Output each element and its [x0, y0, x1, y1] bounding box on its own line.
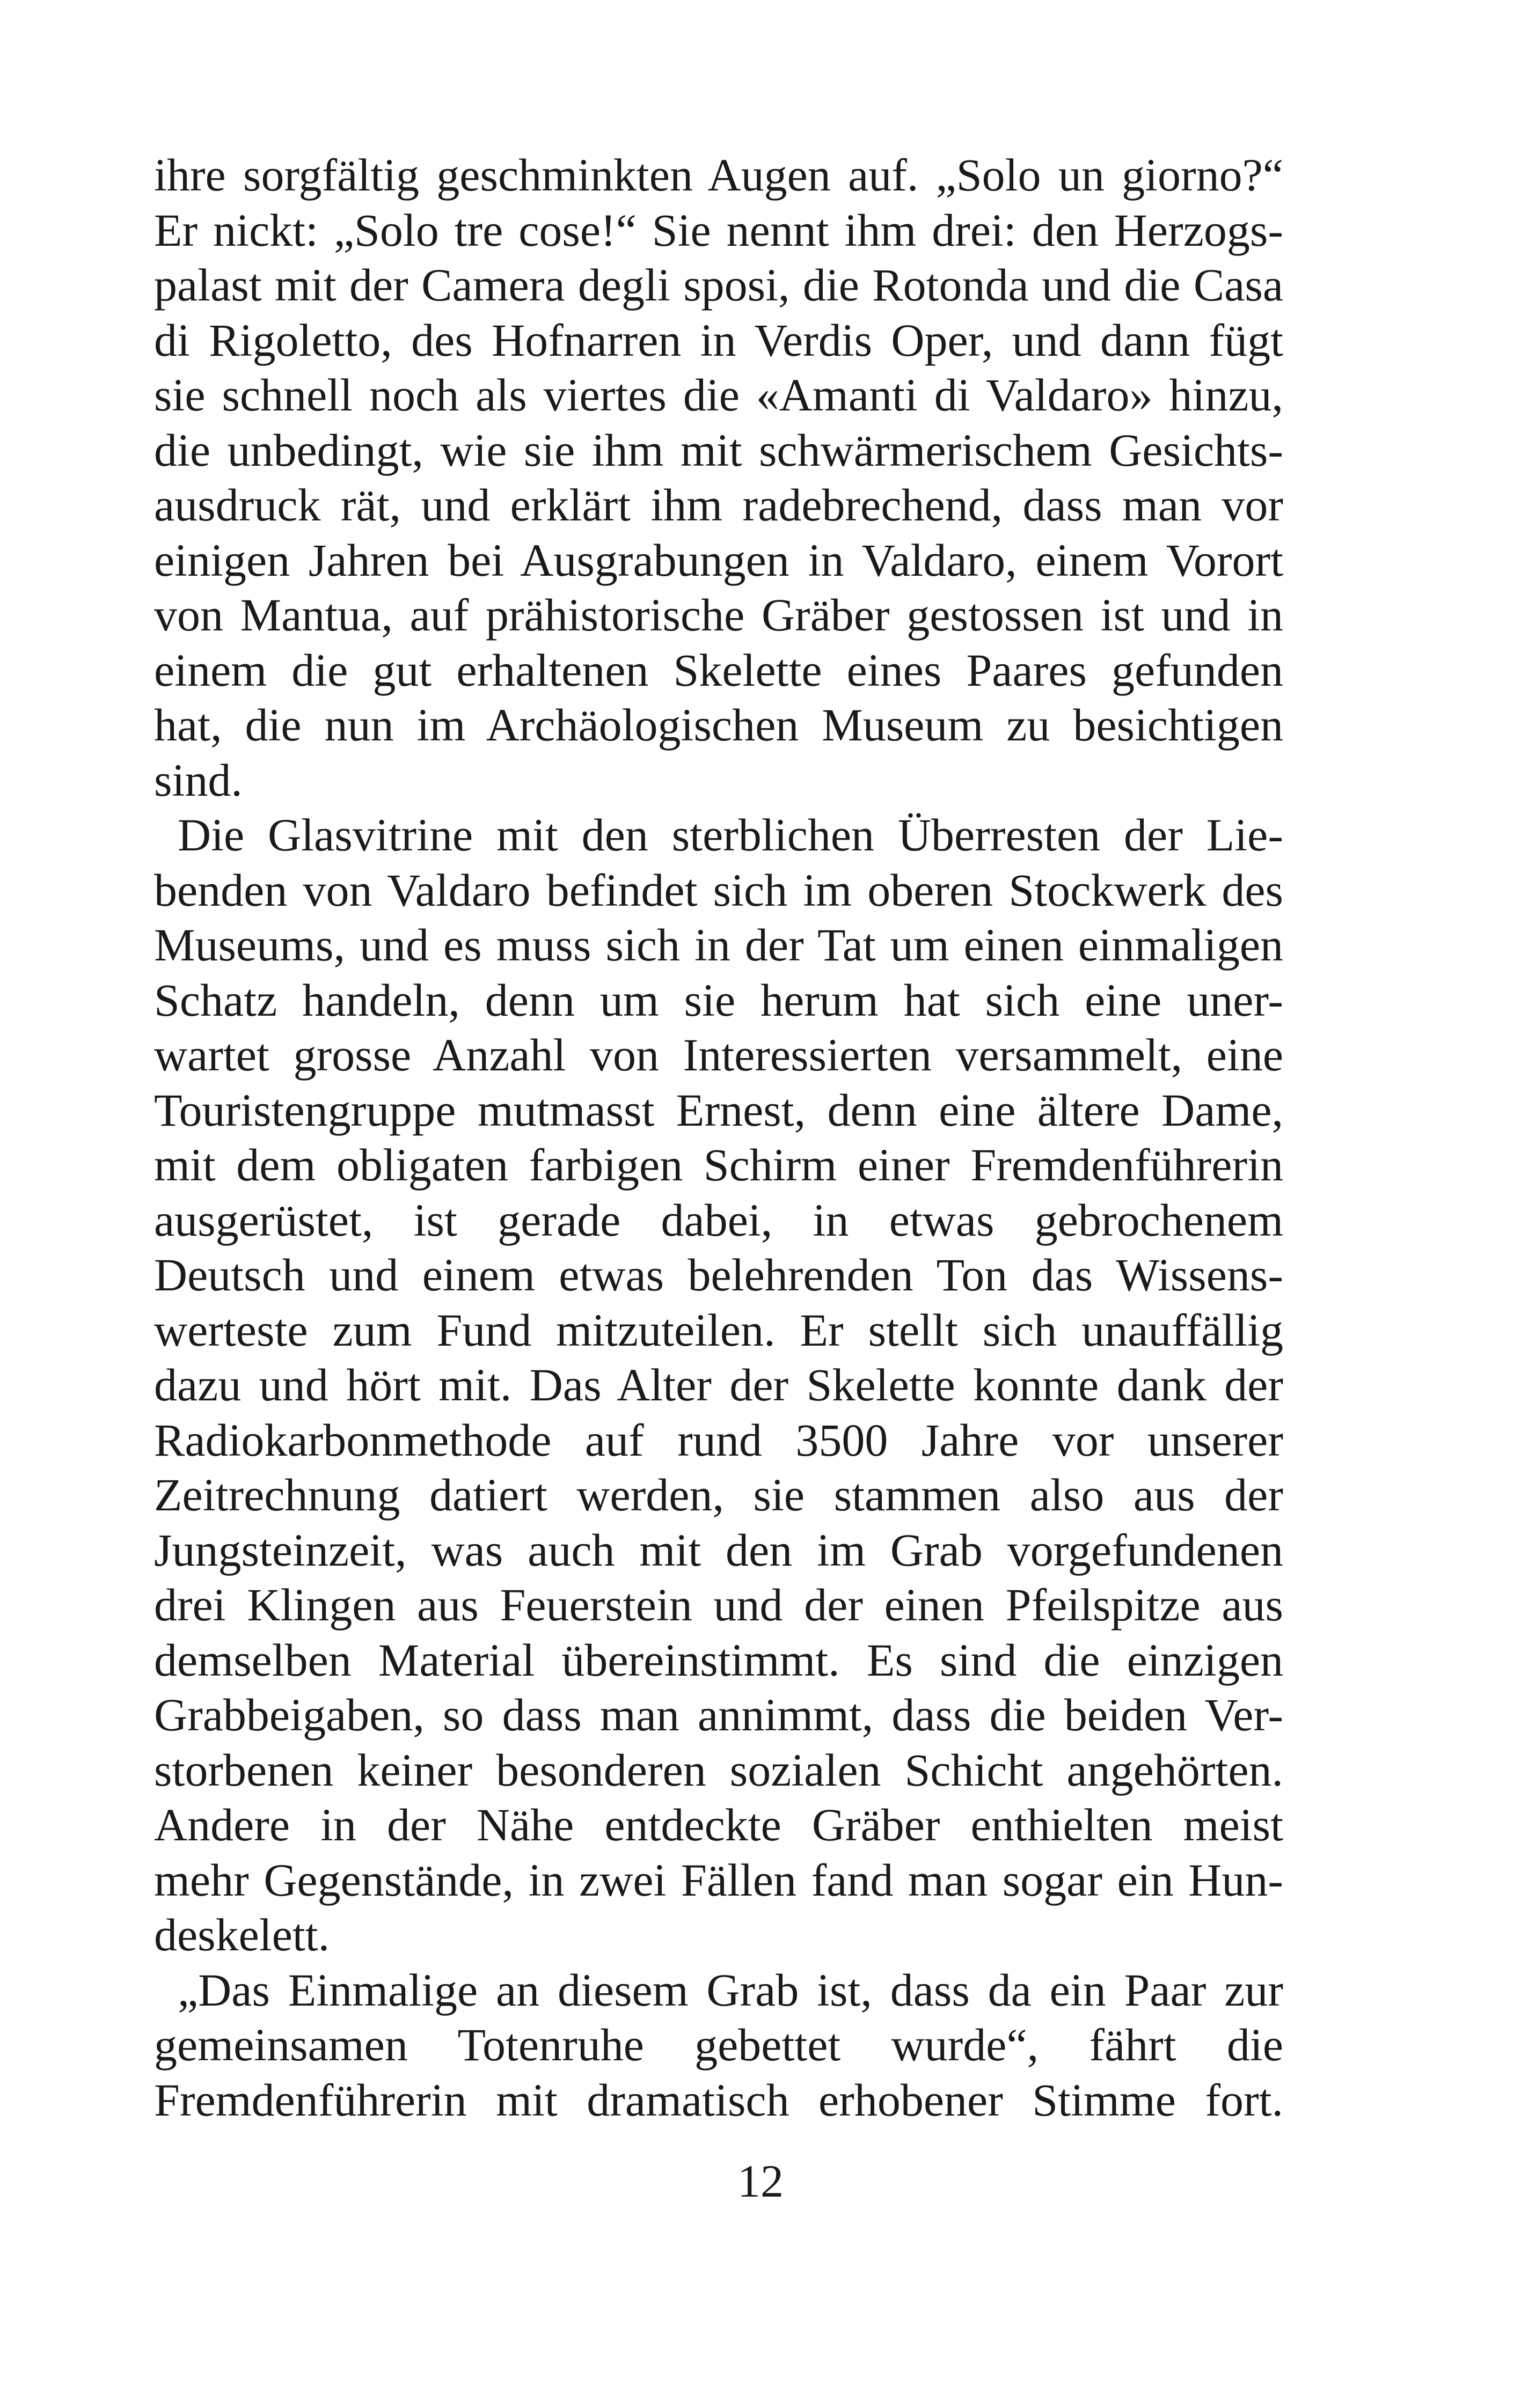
- text-line: Schatz handeln, denn um sie herum hat sich eine uner-: [154, 974, 1283, 1026]
- text-line: ausdruck rät, und erklärt ihm radebrechend, dass man vor: [154, 479, 1283, 531]
- text-line: Jungsteinzeit, was auch mit den im Grab vorgefundenen: [154, 1524, 1283, 1576]
- text-line: Museums, und es muss sich in der Tat um einen einmaligen: [154, 919, 1283, 971]
- text-line: mit dem obligaten farbigen Schirm einer Fremdenführerin: [154, 1139, 1283, 1191]
- text-line: Fremdenführerin mit dramatisch erhobener Stimme fort.: [154, 2074, 1283, 2126]
- text-line: Radiokarbonmethode auf rund 3500 Jahre vor unserer: [154, 1414, 1283, 1466]
- text-line: ihre sorgfältig geschminkten Augen auf. „Solo un giorno?“: [154, 149, 1283, 201]
- text-line: demselben Material übereinstimmt. Es sind die einzigen: [154, 1634, 1283, 1686]
- text-line: deskelett.: [154, 1909, 330, 1961]
- text-line: sie schnell noch als viertes die «Amanti di Valdaro» hinzu,: [154, 369, 1283, 421]
- text-line: Er nickt: „Solo tre cose!“ Sie nennt ihm drei: den Herzogs-: [154, 204, 1283, 256]
- text-line: drei Klingen aus Feuerstein und der einen Pfeilspitze aus: [154, 1579, 1283, 1631]
- text-line: Grabbeigaben, so dass man annimmt, dass die beiden Ver-: [154, 1689, 1283, 1741]
- text-line: sind.: [154, 754, 243, 806]
- text-line: hat, die nun im Archäologischen Museum zu besichtigen: [154, 699, 1283, 751]
- text-line: einem die gut erhaltenen Skelette eines Paares gefunden: [154, 644, 1283, 696]
- body-text: [154, 148, 1283, 2127]
- text-line: dazu und hört mit. Das Alter der Skelette konnte dank der: [154, 1359, 1283, 1411]
- text-line: Andere in der Nähe entdeckte Gräber enthielten meist: [154, 1799, 1283, 1851]
- text-line: Touristengruppe mutmasst Ernest, denn eine ältere Dame,: [154, 1084, 1283, 1136]
- text-line: die unbedingt, wie sie ihm mit schwärmerischem Gesichts-: [154, 424, 1283, 476]
- text-line: gemeinsamen Totenruhe gebettet wurde“, fährt die: [154, 2019, 1283, 2071]
- text-line: storbenen keiner besonderen sozialen Schicht angehörten.: [154, 1744, 1283, 1796]
- page-number: 12: [737, 2155, 784, 2207]
- text-line: von Mantua, auf prähistorische Gräber gestossen ist und in: [154, 589, 1283, 641]
- text-line: Zeitrechnung datiert werden, sie stammen also aus der: [154, 1469, 1283, 1521]
- text-line: mehr Gegenstände, in zwei Fällen fand man sogar ein Hun-: [154, 1854, 1283, 1906]
- text-line: „Das Einmalige an diesem Grab ist, dass da ein Paar zur: [178, 1964, 1283, 2016]
- text-line: wartet grosse Anzahl von Interessierten versammelt, eine: [154, 1029, 1283, 1081]
- text-line: palast mit der Camera degli sposi, die Rotonda und die Casa: [154, 259, 1283, 311]
- text-line: benden von Valdaro befindet sich im oberen Stockwerk des: [154, 864, 1283, 916]
- text-line: einigen Jahren bei Ausgrabungen in Valdaro, einem Vorort: [154, 534, 1283, 586]
- text-line: Deutsch und einem etwas belehrenden Ton das Wissens-: [154, 1249, 1283, 1301]
- text-line: di Rigoletto, des Hofnarren in Verdis Oper, und dann fügt: [154, 314, 1283, 366]
- text-line: werteste zum Fund mitzuteilen. Er stellt sich unauffällig: [154, 1304, 1283, 1356]
- text-line: Die Glasvitrine mit den sterblichen Überresten der Lie-: [178, 809, 1283, 861]
- text-line: ausgerüstet, ist gerade dabei, in etwas gebrochenem: [154, 1194, 1283, 1246]
